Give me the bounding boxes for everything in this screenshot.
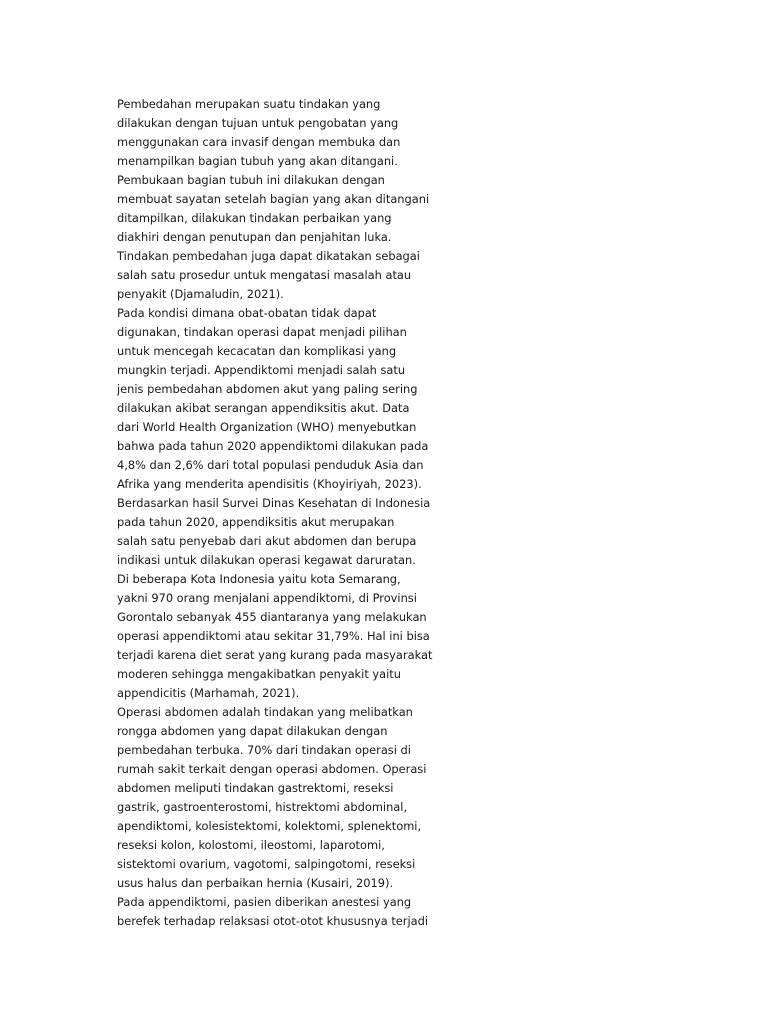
text-line: sistektomi ovarium, vagotomi, salpingotomi, reseksi	[117, 857, 416, 871]
text-line: Tindakan pembedahan juga dapat dikatakan sebagai	[117, 249, 420, 263]
text-line: pada tahun 2020, appendiksitis akut merupakan	[117, 515, 395, 529]
text-line: bahwa pada tahun 2020 appendiktomi dilakukan pada	[117, 439, 429, 453]
text-line: reseksi kolon, kolostomi, ileostomi, laparotomi,	[117, 838, 385, 852]
text-line: apendiktomi, kolesistektomi, kolektomi, splenektomi,	[117, 819, 422, 833]
text-line: untuk mencegah kecacatan dan komplikasi yang	[117, 344, 397, 358]
text-line: menggunakan cara invasif dengan membuka dan	[117, 135, 401, 149]
text-line: 4,8% dan 2,6% dari total populasi penduduk Asia dan	[117, 458, 424, 472]
text-line: diakhiri dengan penutupan dan penjahitan luka.	[117, 230, 392, 244]
text-line: Afrika yang menderita apendisitis (Khoyiriyah, 2023).	[117, 477, 422, 491]
text-line: moderen sehingga mengakibatkan penyakit yaitu	[117, 667, 401, 681]
text-line: gastrik, gastroenterostomi, histrektomi abdominal,	[117, 800, 408, 814]
text-line: berefek terhadap relaksasi otot-otot khususnya terjadi	[117, 914, 429, 928]
text-line: terjadi karena diet serat yang kurang pada masyarakat	[117, 648, 433, 662]
text-line: rongga abdomen yang dapat dilakukan dengan	[117, 724, 388, 738]
text-line: menampilkan bagian tubuh yang akan ditangani.	[117, 154, 398, 168]
text-line: usus halus dan perbaikan hernia (Kusairi, 2019).	[117, 876, 394, 890]
text-line: Pada kondisi dimana obat-obatan tidak dapat	[117, 306, 377, 320]
text-line: Di beberapa Kota Indonesia yaitu kota Semarang,	[117, 572, 401, 586]
text-line: digunakan, tindakan operasi dapat menjadi pilihan	[117, 325, 407, 339]
text-line: salah satu prosedur untuk mengatasi masalah atau	[117, 268, 412, 282]
text-line: operasi appendiktomi atau sekitar 31,79%. Hal ini bisa	[117, 629, 430, 643]
text-line: yakni 970 orang menjalani appendiktomi, di Provinsi	[117, 591, 417, 605]
text-line: penyakit (Djamaludin, 2021).	[117, 287, 284, 301]
text-line: salah satu penyebab dari akut abdomen dan berupa	[117, 534, 417, 548]
text-line: Operasi abdomen adalah tindakan yang melibatkan	[117, 705, 413, 719]
text-line: dilakukan dengan tujuan untuk pengobatan yang	[117, 116, 399, 130]
text-line: membuat sayatan setelah bagian yang akan ditangani	[117, 192, 430, 206]
text-line: jenis pembedahan abdomen akut yang paling sering	[117, 382, 418, 396]
text-line: Pembukaan bagian tubuh ini dilakukan dengan	[117, 173, 385, 187]
text-line: Pada appendiktomi, pasien diberikan anestesi yang	[117, 895, 412, 909]
text-line: rumah sakit terkait dengan operasi abdomen. Operasi	[117, 762, 427, 776]
text-line: mungkin terjadi. Appendiktomi menjadi salah satu	[117, 363, 406, 377]
text-line: indikasi untuk dilakukan operasi kegawat daruratan.	[117, 553, 416, 567]
text-line: Berdasarkan hasil Survei Dinas Kesehatan di Indonesia	[117, 496, 431, 510]
text-line: appendicitis (Marhamah, 2021).	[117, 686, 300, 700]
body-text	[117, 95, 433, 931]
text-line: dilakukan akibat serangan appendiksitis akut. Data	[117, 401, 410, 415]
text-line: Pembedahan merupakan suatu tindakan yang	[117, 97, 381, 111]
text-line: Gorontalo sebanyak 455 diantaranya yang melakukan	[117, 610, 427, 624]
text-line: abdomen meliputi tindakan gastrektomi, reseksi	[117, 781, 394, 795]
text-line: ditampilkan, dilakukan tindakan perbaikan yang	[117, 211, 392, 225]
text-line: pembedahan terbuka. 70% dari tindakan operasi di	[117, 743, 411, 757]
text-line: dari World Health Organization (WHO) menyebutkan	[117, 420, 417, 434]
